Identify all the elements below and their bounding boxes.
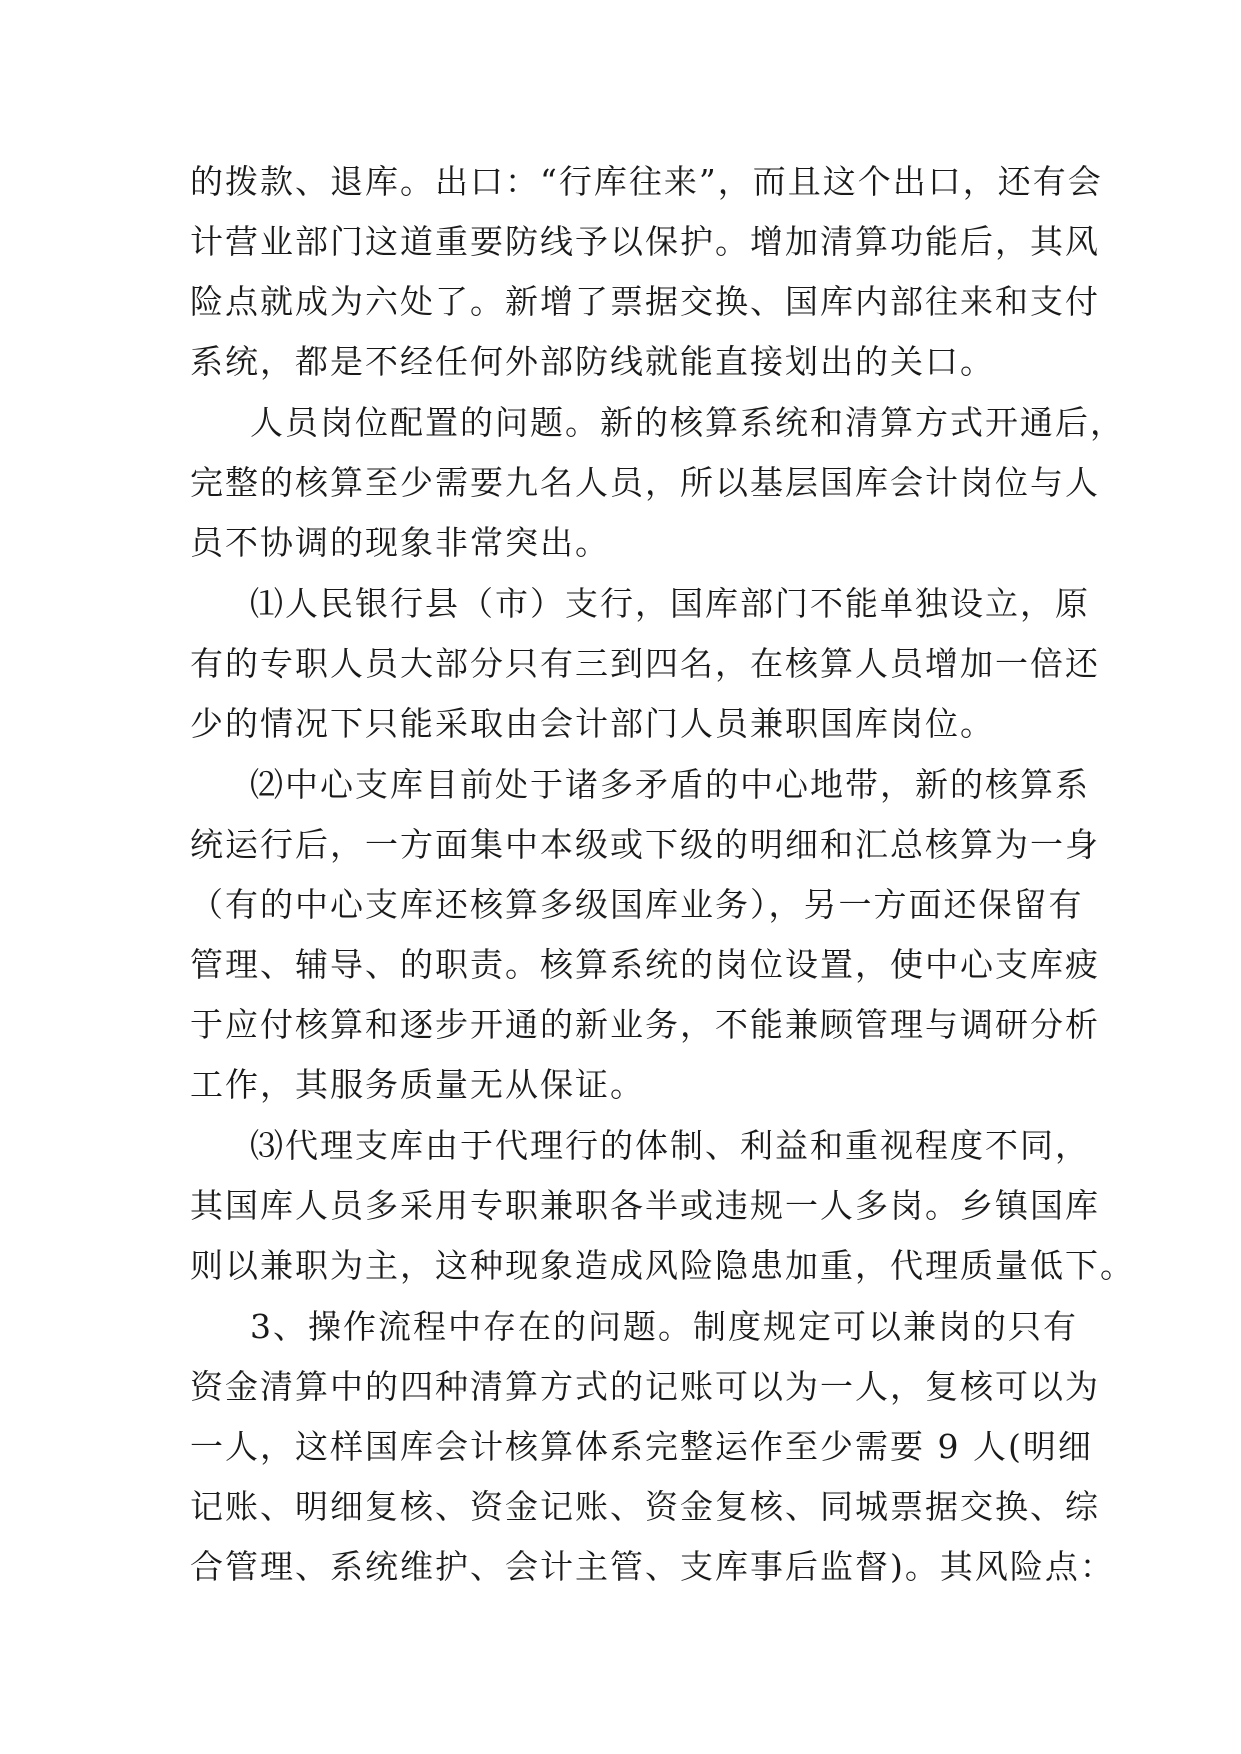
list-item-2: ⑵中心支库目前处于诸多矛盾的中心地带，新的核算系 [250, 765, 1090, 804]
list-item-1: ⑴人民银行县（市）支行，国库部门不能单独设立，原 [250, 584, 1090, 623]
text-line-22: 一人，这样国库会计核算体系完整运作至少需要 9 人(明细 [190, 1427, 1093, 1466]
text-line-19: 则以兼职为主，这种现象造成风险隐患加重，代理质量低下。 [190, 1246, 1135, 1285]
text-line-3: 险点就成为六处了。新增了票据交换、国库内部往来和支付 [190, 282, 1100, 321]
text-line-16: 工作，其服务质量无从保证。 [190, 1065, 645, 1104]
paragraph-start-staffing: 人员岗位配置的问题。新的核算系统和清算方式开通后， [250, 403, 1125, 442]
text-line-13: （有的中心支库还核算多级国库业务），另一方面还保留有 [190, 885, 1084, 924]
text-line-6: 完整的核算至少需要九名人员，所以基层国库会计岗位与人 [190, 463, 1100, 502]
section-3-heading: 3、操作流程中存在的问题。制度规定可以兼岗的只有 [250, 1307, 1078, 1346]
text-line-2: 计营业部门这道重要防线予以保护。增加清算功能后，其风 [190, 222, 1100, 261]
text-line-24: 合管理、系统维护、会计主管、支库事后监督)。其风险点： [190, 1547, 1115, 1586]
text-line-18: 其国库人员多采用专职兼职各半或违规一人多岗。乡镇国库 [190, 1186, 1100, 1225]
text-line-23: 记账、明细复核、资金记账、资金复核、同城票据交换、综 [190, 1487, 1100, 1526]
text-line-4: 系统，都是不经任何外部防线就能直接划出的关口。 [190, 342, 995, 381]
text-line-9: 有的专职人员大部分只有三到四名，在核算人员增加一倍还 [190, 644, 1100, 683]
text-line-14: 管理、辅导、的职责。核算系统的岗位设置，使中心支库疲 [190, 945, 1100, 984]
text-line-21: 资金清算中的四种清算方式的记账可以为一人，复核可以为 [190, 1367, 1100, 1406]
text-line-7: 员不协调的现象非常突出。 [190, 523, 610, 562]
list-item-3: ⑶代理支库由于代理行的体制、利益和重视程度不同， [250, 1126, 1090, 1165]
text-line-10: 少的情况下只能采取由会计部门人员兼职国库岗位。 [190, 704, 995, 743]
text-line-1: 的拨款、退库。出口：“行库往来”，而且这个出口，还有会 [190, 162, 1103, 201]
text-line-15: 于应付核算和逐步开通的新业务，不能兼顾管理与调研分析 [190, 1005, 1100, 1044]
text-line-12: 统运行后，一方面集中本级或下级的明细和汇总核算为一身 [190, 825, 1100, 864]
